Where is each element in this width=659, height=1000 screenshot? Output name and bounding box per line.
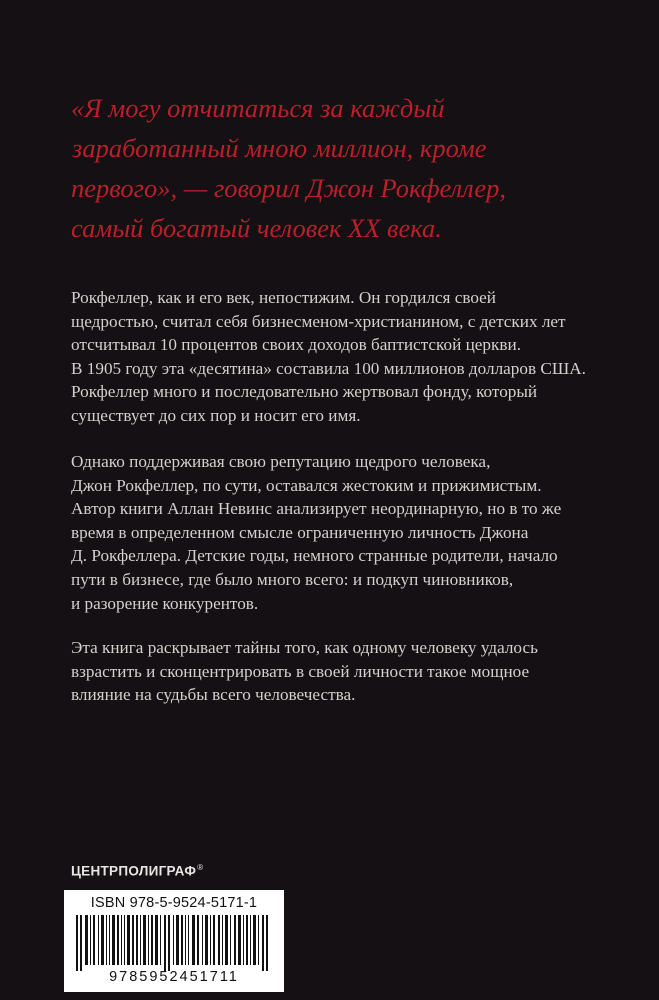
ean-digits: 9785952451711 [109, 969, 239, 985]
paragraph-line: существует до сих пор и носит его имя. [71, 405, 361, 425]
paragraph-line: отсчитывал 10 процентов своих доходов баптистской церкви. [71, 335, 521, 355]
paragraph-line: Джон Рокфеллер, по сути, оставался жестоким и прижимистым. [71, 475, 542, 495]
paragraph-line: Автор книги Аллан Невинс анализирует неординарную, но в то же [71, 499, 562, 519]
isbn-text: ISBN 978-5-9524-5171-1 [90, 895, 258, 911]
quote-line: самый богатый человек XX века. [71, 213, 442, 243]
paragraph-line: В 1905 году эта «десятина» составила 100 миллионов долларов США. [71, 358, 586, 378]
paragraph-line: время в определенном смысле ограниченную личность Джона [71, 522, 529, 542]
paragraph-3 [71, 636, 611, 707]
paragraph-line: и разорение конкурентов. [71, 593, 259, 613]
publisher-logo [71, 863, 203, 879]
barcode [64, 890, 284, 992]
barcode-bars [76, 915, 272, 971]
paragraph-line: Рокфеллер, как и его век, непостижим. Он гордился своей [71, 288, 496, 307]
paragraph-line: щедростью, считал себя бизнесменом-христианином, с детских лет [71, 311, 566, 331]
paragraph-line: Д. Рокфеллера. Детские годы, немного странные родители, начало [71, 546, 558, 566]
quote-line: заработанный мною миллион, кроме [72, 133, 487, 163]
paragraph-line: взрастить и сконцентрировать в своей личности такое мощное [71, 661, 530, 681]
quote-line: первого», — говорил Джон Рокфеллер, [71, 173, 507, 203]
paragraph-line: пути в бизнесе, где было много всего: и подкуп чиновников, [71, 569, 514, 589]
quote-line: «Я могу отчитаться за каждый [71, 93, 445, 123]
paragraph-line: Однако поддерживая свою репутацию щедрого человека, [71, 452, 491, 471]
red-quote [71, 88, 631, 248]
paragraph-line: Эта книга раскрывает тайны того, как одному человеку удалось [71, 638, 538, 657]
paragraph-1 [71, 286, 611, 428]
paragraph-2 [71, 450, 611, 615]
paragraph-line: Рокфеллер много и последовательно жертвовал фонду, который [71, 382, 538, 402]
publisher-name: ЦЕНТРПОЛИГРАФ [71, 863, 197, 879]
registered-mark: ® [197, 863, 204, 872]
paragraph-line: влияние на судьбы всего человечества. [71, 685, 356, 705]
